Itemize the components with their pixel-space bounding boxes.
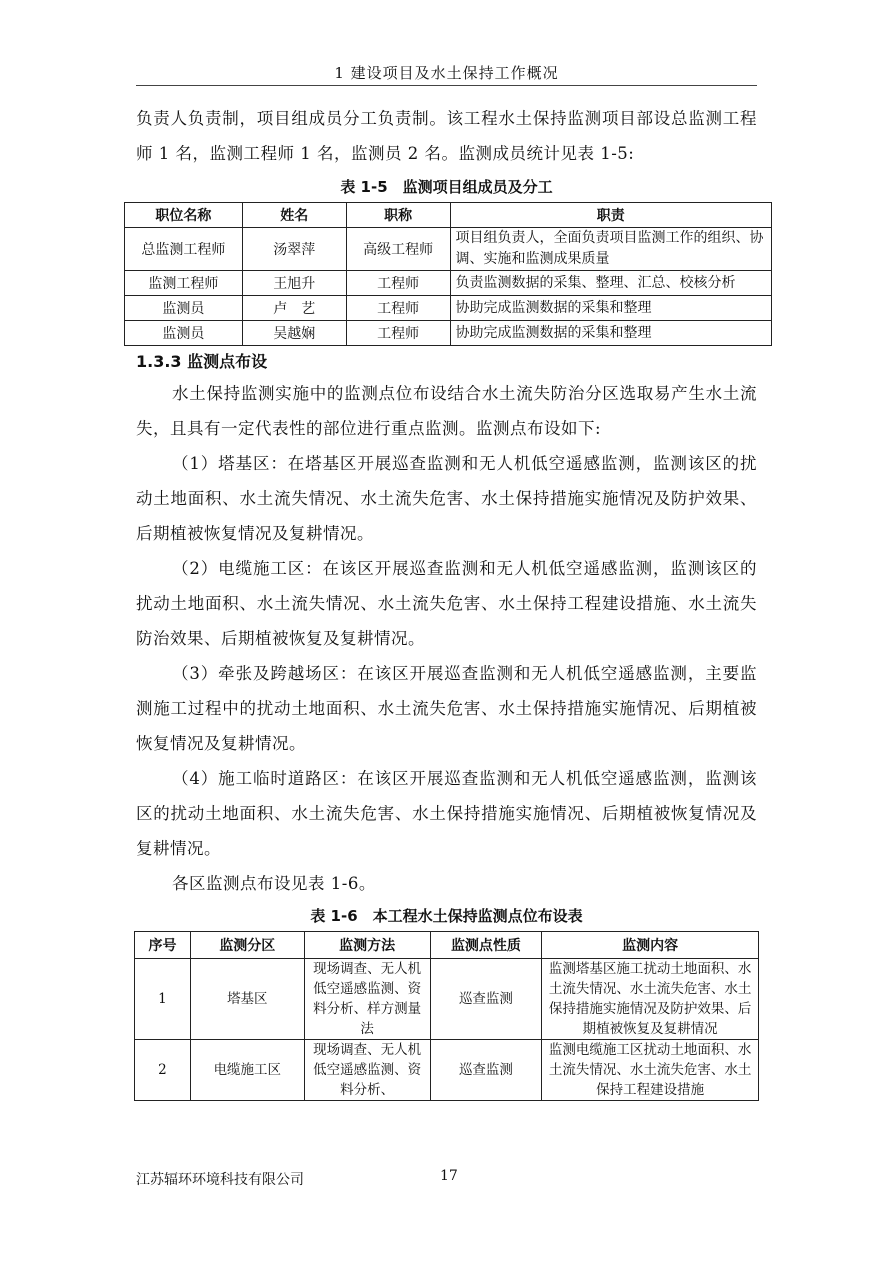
table-row bbox=[125, 228, 772, 271]
column-header: 姓名 bbox=[242, 203, 346, 228]
column-header: 监测方法 bbox=[304, 932, 430, 959]
table-cell: 工程师 bbox=[346, 321, 450, 346]
table-cell: 王旭升 bbox=[242, 271, 346, 296]
body-paragraph: 水土保持监测实施中的监测点位布设结合水土流失防治分区选取易产生水土流失，且具有一定代表性的部位进行重点监测。监测点布设如下: bbox=[136, 384, 757, 438]
table-header-row bbox=[125, 203, 772, 228]
table-cell: 2 bbox=[135, 1040, 191, 1101]
table-cell: 巡查监测 bbox=[430, 1040, 542, 1101]
table-cell: 负责监测数据的采集、整理、汇总、校核分析 bbox=[450, 271, 771, 296]
table-cell: 工程师 bbox=[346, 296, 450, 321]
table-row bbox=[135, 1040, 759, 1101]
table-cell: 监测电缆施工区扰动土地面积、水土流失情况、水土流失危害、水土保持工程建设措施 bbox=[542, 1040, 759, 1101]
section-heading: 1.3.3 监测点布设 bbox=[136, 352, 268, 371]
table-cell: 巡查监测 bbox=[430, 959, 542, 1040]
column-header: 序号 bbox=[135, 932, 191, 959]
table-header-row bbox=[135, 932, 759, 959]
table-cell: 监测塔基区施工扰动土地面积、水土流失情况、水土流失危害、水土保持措施实施情况及防护效果、后期植被恢复及复耕情况 bbox=[542, 959, 759, 1040]
column-header: 职位名称 bbox=[125, 203, 243, 228]
table-1-5-caption: 表 1-5 监测项目组成员及分工 bbox=[340, 178, 553, 196]
table-cell: 监测员 bbox=[125, 321, 243, 346]
table-cell: 监测员 bbox=[125, 296, 243, 321]
table-cell: 总监测工程师 bbox=[125, 228, 243, 271]
table-cell: 监测工程师 bbox=[125, 271, 243, 296]
table-cell: 塔基区 bbox=[190, 959, 304, 1040]
column-header: 监测内容 bbox=[542, 932, 759, 959]
table-1-6-caption: 表 1-6 本工程水土保持监测点位布设表 bbox=[310, 907, 583, 925]
table-cell: 协助完成监测数据的采集和整理 bbox=[450, 296, 771, 321]
body-paragraph: （2）电缆施工区：在该区开展巡查监测和无人机低空遥感监测，监测该区的扰动土地面积、水土流失情况、水土流失危害、水土保持工程建设措施、水土流失防治效果、后期植被恢复及复耕情况。 bbox=[136, 559, 757, 648]
body-paragraph: 各区监测点布设见表 1-6。 bbox=[172, 874, 376, 893]
table-cell: 工程师 bbox=[346, 271, 450, 296]
column-header: 监测分区 bbox=[190, 932, 304, 959]
table-row bbox=[125, 296, 772, 321]
intro-paragraph: 负责人负责制，项目组成员分工负责制。该工程水土保持监测项目部设总监测工程师 1 名，监测工程师 1 名，监测员 2 名。监测成员统计见表 1-5: bbox=[136, 109, 757, 163]
table-1-5 bbox=[124, 202, 772, 346]
table-cell: 协助完成监测数据的采集和整理 bbox=[450, 321, 771, 346]
page-body bbox=[136, 101, 764, 1101]
page-number: 17 bbox=[440, 1168, 458, 1184]
footer-company: 江苏辐环环境科技有限公司 bbox=[136, 1172, 304, 1188]
table-cell: 现场调查、无人机低空遥感监测、资料分析、 bbox=[304, 1040, 430, 1101]
table-cell: 汤翠萍 bbox=[242, 228, 346, 271]
table-1-6 bbox=[134, 931, 759, 1101]
body-paragraph: （3）牵张及跨越场区：在该区开展巡查监测和无人机低空遥感监测，主要监测施工过程中的扰动土地面积、水土流失危害、水土保持措施实施情况、后期植被恢复情况及复耕情况。 bbox=[136, 664, 757, 753]
table-row bbox=[125, 321, 772, 346]
table-cell: 吴越娴 bbox=[242, 321, 346, 346]
column-header: 职责 bbox=[450, 203, 771, 228]
table-cell: 1 bbox=[135, 959, 191, 1040]
body-paragraph: （4）施工临时道路区：在该区开展巡查监测和无人机低空遥感监测，监测该区的扰动土地面积、水土流失危害、水土保持措施实施情况、后期植被恢复情况及复耕情况。 bbox=[136, 769, 757, 858]
table-cell: 现场调查、无人机低空遥感监测、资料分析、样方测量法 bbox=[304, 959, 430, 1040]
body-paragraph: （1）塔基区：在塔基区开展巡查监测和无人机低空遥感监测，监测该区的扰动土地面积、水土流失情况、水土流失危害、水土保持措施实施情况及防护效果、后期植被恢复情况及复耕情况。 bbox=[136, 454, 757, 543]
table-cell: 电缆施工区 bbox=[190, 1040, 304, 1101]
column-header: 监测点性质 bbox=[430, 932, 542, 959]
table-cell: 项目组负责人，全面负责项目监测工作的组织、协调、实施和监测成果质量 bbox=[450, 228, 771, 271]
page-header: 1 建设项目及水土保持工作概况 bbox=[334, 64, 559, 82]
header-rule bbox=[136, 85, 757, 86]
table-cell: 高级工程师 bbox=[346, 228, 450, 271]
table-row bbox=[135, 959, 759, 1040]
table-row bbox=[125, 271, 772, 296]
table-cell: 卢 艺 bbox=[242, 296, 346, 321]
column-header: 职称 bbox=[346, 203, 450, 228]
